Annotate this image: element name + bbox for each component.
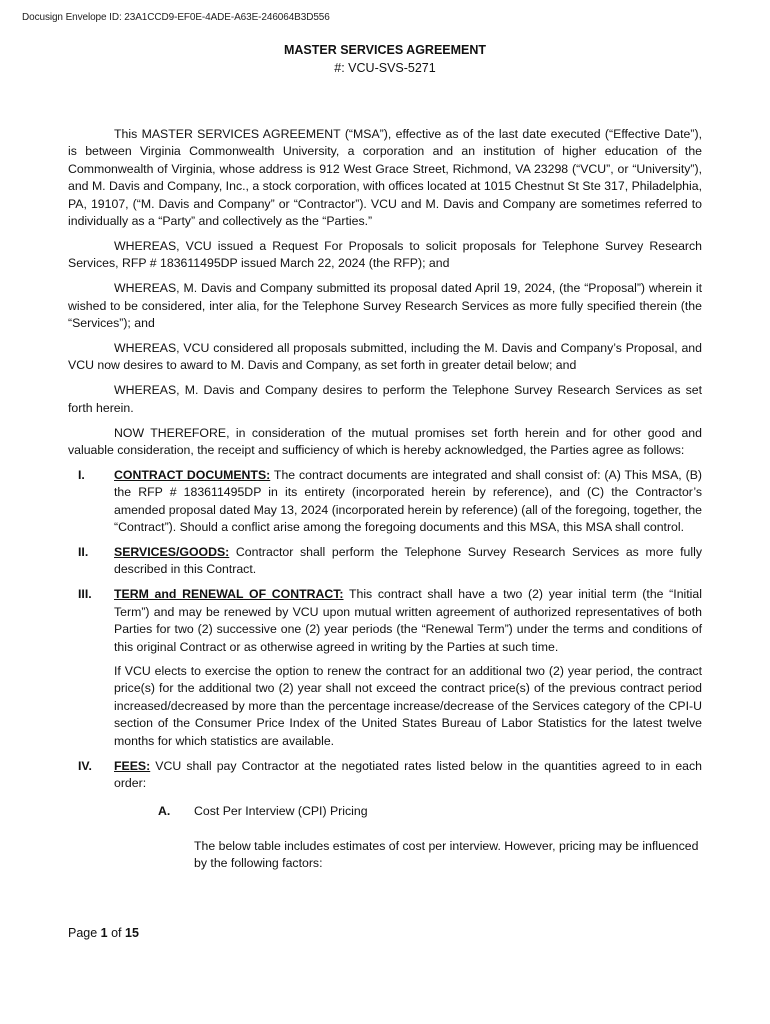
section-services-goods (68, 544, 702, 579)
page-of-label: of (107, 926, 125, 940)
section-number: I. (78, 467, 85, 482)
document-body (68, 126, 702, 873)
page-number: 1 (100, 926, 108, 940)
subsection-cpi-pricing (68, 803, 702, 872)
whereas-clause-1: WHEREAS, VCU issued a Request For Proposals to solicit proposals for Telephone Survey Research Services, RFP # 183611495DP issued March 22, 2024 (the RFP); and (68, 238, 702, 271)
section-text (114, 544, 702, 579)
envelope-id: Docusign Envelope ID: 23A1CCD9-EF0E-4ADE-A63E-246064B3D556 (22, 12, 330, 23)
page-footer (68, 926, 139, 940)
section-heading: SERVICES/GOODS: (114, 545, 230, 560)
section-heading: TERM and RENEWAL OF CONTRACT: (114, 587, 344, 602)
subsection-title: Cost Per Interview (CPI) Pricing (194, 804, 368, 819)
section-contract-documents (68, 467, 702, 537)
section-body: The contract documents are integrated and shall consist of: (A) This MSA, (B) the RFP # 183611495DP in its entirety (incorporated herein by reference), and (C) the Contractor’s amended proposal dated May 13, 2024 (incorporated herein by reference) (all of the foregoing, together, the “Contract”). Should a conflict arise among the foregoing documents and this MSA, this MSA shall control. (114, 467, 702, 535)
section-number: II. (78, 545, 89, 560)
section-body: This contract shall have a two (2) year initial term (the “Initial Term”) and may be renewed by VCU upon mutual written agreement of authorized representatives of both Parties for two (2) successive one (2) year periods (the “Renewal Term”) under the terms and conditions of this original Contract or as otherwise agreed in writing by the Parties at such time. (114, 587, 702, 654)
section-heading: CONTRACT DOCUMENTS: (114, 467, 271, 482)
page-label: Page (68, 926, 101, 940)
section-text (114, 586, 702, 656)
document-number: #: VCU-SVS-5271 (334, 61, 436, 75)
subsection-letter: A. (158, 804, 171, 819)
now-therefore-paragraph: NOW THEREFORE, in consideration of the mutual promises set forth herein and for other good and valuable consideration, the receipt and sufficiency of which is hereby acknowledged, the Parties agree as follows: (68, 425, 702, 457)
section-term-renewal (68, 586, 702, 750)
section-number: III. (78, 587, 92, 602)
subsection-text: The below table includes estimates of cost per interview. However, pricing may be influenced by the following factors: (194, 838, 699, 871)
intro-paragraph: This MASTER SERVICES AGREEMENT (“MSA”), effective as of the last date executed (“Effective Date”), is between Virginia Commonwealth University, a corporation and an institution of higher education of the Commonwealth of Virginia, whose address is 912 West Grace Street, Richmond, VA 23298 (“VCU”, or “University”), and M. Davis and Company, Inc., a stock corporation, with offices located at 1015 Chestnut St Ste 317, Philadelphia, PA, 19107, (“M. Davis and Company” or “Contractor”). VCU and M. Davis and Company are sometimes referred to individually as a “Party” and collectively as the “Parties.” (68, 127, 702, 229)
section-body: VCU shall pay Contractor at the negotiated rates listed below in the quantities agreed to in each order: (114, 758, 702, 790)
whereas-clause-2: WHEREAS, M. Davis and Company submitted its proposal dated April 19, 2024, (the “Proposal”) wherein it wished to be considered, inter alia, for the Telephone Survey Research Services as more fully specified therein (the “Services”); and (68, 281, 702, 331)
whereas-clause-4: WHEREAS, M. Davis and Company desires to perform the Telephone Survey Research Services as set forth herein. (68, 383, 702, 415)
section-continuation: If VCU elects to exercise the option to renew the contract for an additional two (2) year period, the contract price(s) for the additional two (2) year shall not exceed the contract price(s) of the previous contract period increased/decreased by more than the percentage increase/decrease of the Services category of the CPI-U section of the Consumer Price Index of the United States Bureau of Labor Statistics for the latest twelve months for which statistics are available. (114, 663, 702, 748)
section-text (114, 467, 702, 537)
section-number: IV. (78, 758, 92, 773)
section-fees (68, 758, 702, 793)
page-total: 15 (125, 926, 139, 940)
section-body: Contractor shall perform the Telephone Survey Research Services as more fully described in this Contract. (114, 545, 702, 577)
section-heading: FEES: (114, 758, 151, 773)
section-text (114, 758, 702, 793)
whereas-clause-3: WHEREAS, VCU considered all proposals submitted, including the M. Davis and Company’s Proposal, and VCU now desires to award to M. Davis and Company, as set forth in greater detail below; and (68, 340, 702, 373)
document-title: MASTER SERVICES AGREEMENT (283, 43, 487, 57)
